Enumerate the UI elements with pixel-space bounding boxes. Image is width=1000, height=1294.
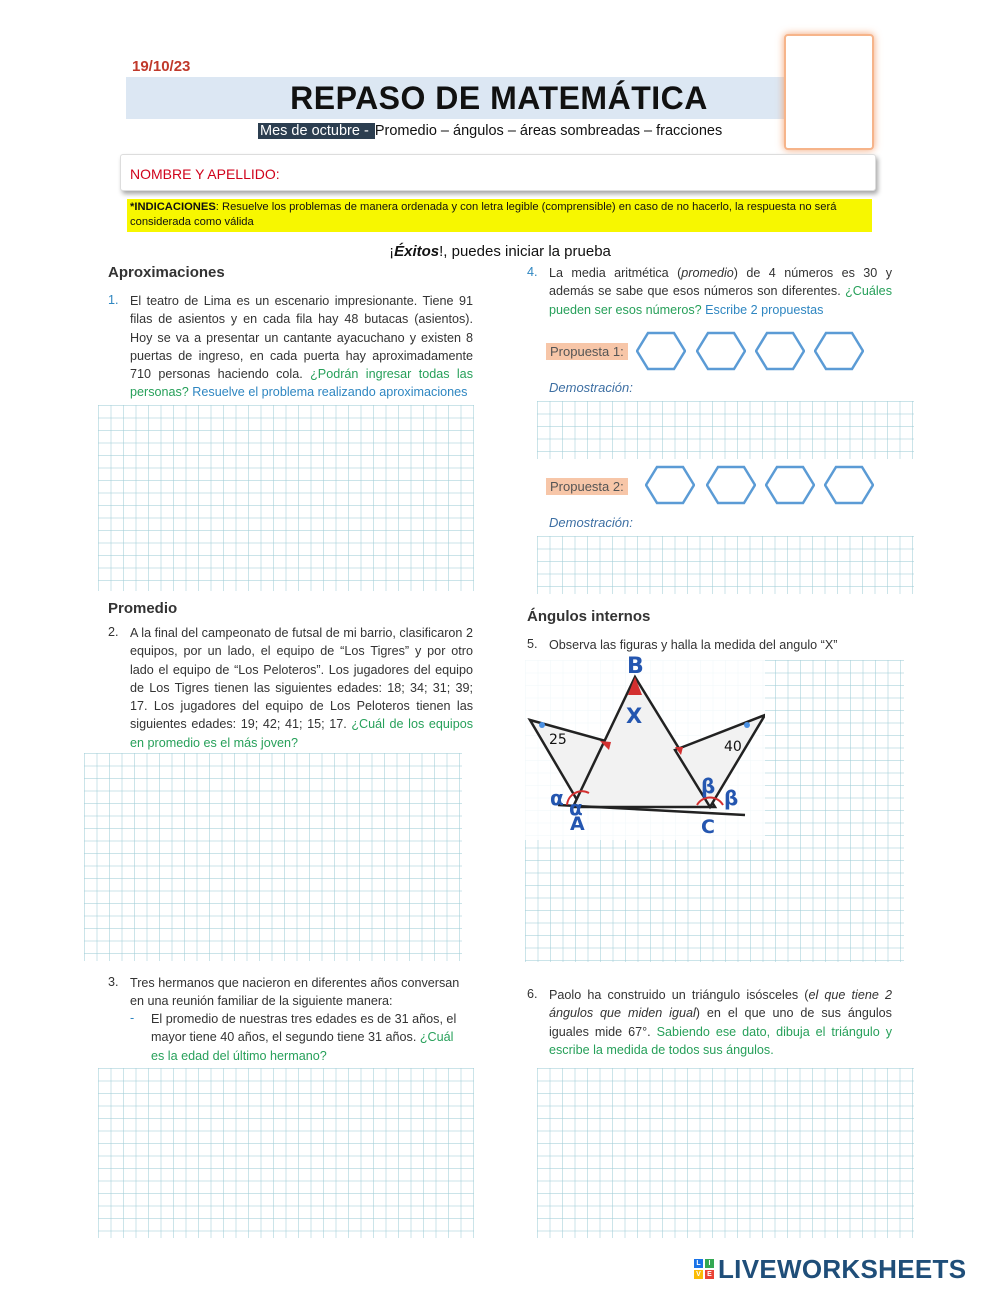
proposal-1-input-1[interactable] bbox=[636, 331, 686, 371]
section-promedio: Promedio bbox=[108, 600, 178, 617]
q4-body-a: La media aritmética ( bbox=[549, 266, 682, 280]
subtitle bbox=[258, 123, 722, 139]
q5-triangle-figure bbox=[525, 655, 765, 840]
q1-number: 1. bbox=[108, 293, 119, 307]
indications-text: : Resuelve los problemas de manera ordenada y con letra legible (comprensible) en caso de no hacerlo, la respuesta no será considerada como válida bbox=[130, 201, 837, 228]
demo-1-grid[interactable] bbox=[537, 401, 914, 459]
demo-2-label: Demostración: bbox=[549, 515, 633, 530]
q2-text bbox=[130, 624, 473, 752]
exitos-rest: !, puedes iniciar la prueba bbox=[439, 243, 611, 260]
proposal-1-input-2[interactable] bbox=[696, 331, 746, 371]
logo-mark-icon bbox=[694, 1259, 714, 1279]
proposal-2-input-2[interactable] bbox=[706, 465, 756, 505]
photo-box bbox=[784, 34, 874, 150]
q2-question: ¿Cuál de los equipos en promedio es el más joven? bbox=[130, 717, 473, 750]
logo-text: LIVEWORKSHEETS bbox=[718, 1253, 967, 1284]
proposal-2-label: Propuesta 2: bbox=[546, 478, 628, 495]
proposal-1-label: Propuesta 1: bbox=[546, 343, 628, 360]
q2-answer-grid[interactable] bbox=[84, 753, 462, 961]
proposal-2-input-4[interactable] bbox=[824, 465, 874, 505]
logo-letter-l: L bbox=[694, 1259, 703, 1268]
q4-number: 4. bbox=[527, 265, 538, 279]
label-40: 40 bbox=[724, 739, 742, 755]
q1-body: El teatro de Lima es un escenario impresionante. Tiene 91 filas de asientos y en cada fila hay 48 butacas (asientos). Hoy se va a presentar un cantante ayacuchano y existen 8 puertas de ingreso, en cada puerta hay aproximadamente 710 personas haciendo cola. bbox=[130, 294, 473, 382]
proposal-2-input-3[interactable] bbox=[765, 465, 815, 505]
q3-question: ¿Cuál es la edad del último hermano? bbox=[151, 1030, 454, 1063]
indications-box bbox=[127, 199, 872, 232]
page-title: REPASO DE MATEMÁTICA bbox=[290, 80, 708, 116]
q3-sub-body: El promedio de nuestras tres edades es de 31 años, el mayor tiene 40 años, el segundo tiene 31 años. bbox=[151, 1012, 457, 1045]
name-label: NOMBRE Y APELLIDO: bbox=[130, 166, 280, 182]
subtitle-topics: Promedio – ángulos – áreas sombreadas – fracciones bbox=[374, 123, 723, 139]
label-x: X bbox=[626, 704, 643, 728]
label-25: 25 bbox=[549, 732, 567, 748]
q6-number: 6. bbox=[527, 987, 538, 1001]
q1-answer-grid[interactable] bbox=[98, 405, 474, 591]
q6-question: Sabiendo ese dato, dibuja el triángulo y escribe la medida de todos sus ángulos. bbox=[549, 1024, 892, 1057]
liveworksheets-logo bbox=[694, 1253, 966, 1285]
q2-body: A la final del campeonato de futsal de mi barrio, clasificaron 2 equipos, por un lado, el equipo de “Los Tigres” y por otro lado el equipo de “Los Peloteros”. Los jugadores del equipo de Los Tigres tienen las siguientes edades: 18; 34; 31; 39; 17. Los jugadores del equipo de Los Peloteros tienen las siguientes edades: 19; 42; 41; 15; 17. bbox=[130, 626, 473, 732]
logo-letter-v: V bbox=[694, 1270, 703, 1279]
q4-italic: promedio bbox=[681, 266, 734, 280]
q6-body-a: Paolo ha construido un triángulo isósceles ( bbox=[549, 988, 809, 1002]
indications-label: *INDICACIONES bbox=[130, 201, 216, 213]
q1-question: ¿Podrán ingresar todas las personas? bbox=[130, 367, 473, 400]
label-alpha-inner: α bbox=[550, 786, 564, 810]
proposal-1-input-3[interactable] bbox=[755, 331, 805, 371]
section-aproximaciones: Aproximaciones bbox=[108, 264, 225, 281]
label-beta-outer: β bbox=[724, 786, 739, 810]
q3-subtext bbox=[151, 1010, 469, 1065]
label-b: B bbox=[627, 655, 644, 679]
logo-letter-e: E bbox=[705, 1270, 714, 1279]
demo-2-grid[interactable] bbox=[537, 536, 914, 594]
exitos-word: Éxitos bbox=[394, 243, 440, 260]
q4-instruction: Escribe 2 propuestas bbox=[701, 302, 824, 317]
q6-text bbox=[549, 986, 892, 1059]
exitos-line bbox=[0, 243, 1000, 260]
q3-answer-grid[interactable] bbox=[98, 1068, 474, 1238]
q4-body-b: ) de 4 números es 30 y además se sabe que esos números son diferentes. bbox=[549, 266, 892, 299]
q3-bullet: - bbox=[130, 1011, 135, 1025]
q4-question: ¿Cuáles pueden ser esos números? bbox=[549, 284, 892, 317]
q3-text: Tres hermanos que nacieron en diferentes años conversan en una reunión familiar de la siguiente manera: bbox=[130, 976, 460, 1009]
subtitle-highlight: Mes de octubre - bbox=[260, 123, 373, 139]
q5-text: Observa las figuras y halla la medida del angulo “X” bbox=[549, 638, 838, 652]
label-alpha-outer: α bbox=[569, 796, 583, 820]
q2-number: 2. bbox=[108, 625, 119, 639]
q4-text bbox=[549, 264, 892, 319]
exitos-prefix: ¡ bbox=[389, 243, 395, 260]
q5-number: 5. bbox=[527, 637, 538, 651]
date: 19/10/23 bbox=[132, 58, 191, 75]
q3-number: 3. bbox=[108, 975, 119, 989]
q6-italic: el que tiene 2 ángulos que miden igual bbox=[549, 988, 893, 1021]
demo-1-label: Demostración: bbox=[549, 380, 633, 395]
proposal-2-input-1[interactable] bbox=[645, 465, 695, 505]
q6-answer-grid[interactable] bbox=[537, 1068, 914, 1238]
q1-text bbox=[130, 292, 473, 402]
label-a: A bbox=[570, 813, 585, 835]
q6-body-b: ) en el que uno de sus ángulos iguales mide 67°. bbox=[549, 1006, 892, 1039]
label-c: C bbox=[701, 816, 715, 838]
label-beta-inner: β bbox=[701, 774, 716, 798]
logo-letter-i: I bbox=[705, 1259, 714, 1268]
q1-instruction: Resuelve el problema realizando aproximaciones bbox=[188, 385, 468, 400]
section-angulos: Ángulos internos bbox=[527, 608, 651, 625]
proposal-1-input-4[interactable] bbox=[814, 331, 864, 371]
